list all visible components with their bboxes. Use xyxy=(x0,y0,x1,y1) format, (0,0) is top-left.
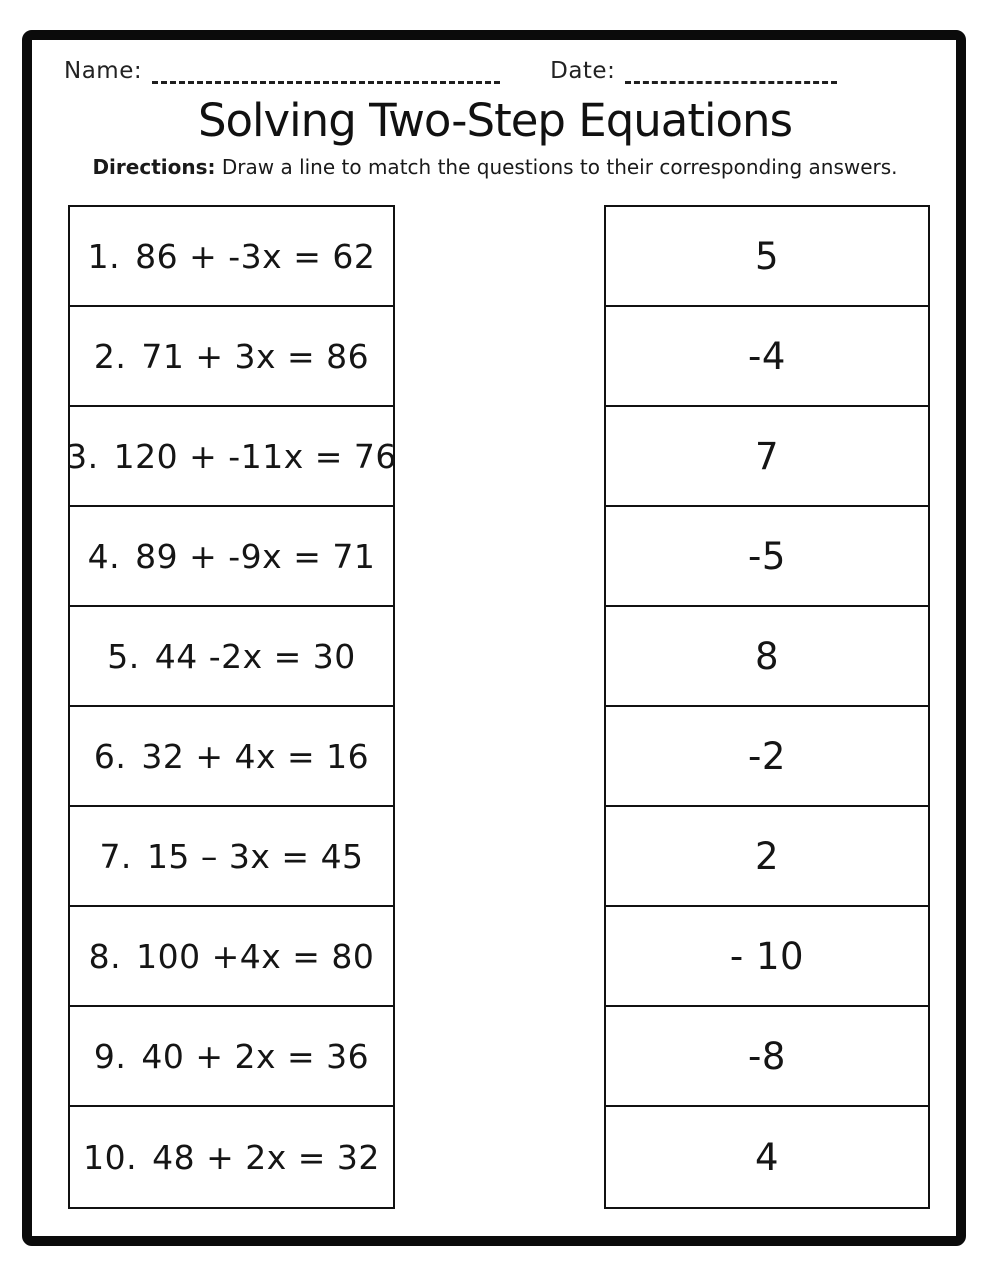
question-number: 7. xyxy=(99,836,132,876)
question-number: 9. xyxy=(93,1036,127,1076)
question-equation: 44 -2x = 30 xyxy=(154,636,356,676)
answer-row-1[interactable] xyxy=(606,207,928,307)
date-label: Date: xyxy=(550,58,616,84)
directions xyxy=(64,155,926,179)
question-equation: 100 +4x = 80 xyxy=(136,936,375,976)
name-date-row xyxy=(64,58,926,84)
answer-row-7[interactable] xyxy=(606,807,928,907)
answer-value: -4 xyxy=(748,334,786,378)
page-title: Solving Two-Step Equations xyxy=(197,94,793,147)
questions-column xyxy=(68,205,395,1209)
answer-value: 5 xyxy=(754,234,780,278)
answer-row-10[interactable] xyxy=(606,1107,928,1207)
directions-label: Directions: xyxy=(92,155,216,179)
question-row-9[interactable] xyxy=(70,1007,393,1107)
question-equation: 32 + 4x = 16 xyxy=(141,736,370,776)
answer-value: - 10 xyxy=(729,934,805,978)
question-number: 1. xyxy=(87,236,121,276)
question-equation: 40 + 2x = 36 xyxy=(141,1036,370,1076)
question-equation: 86 + -3x = 62 xyxy=(135,236,376,276)
answer-row-6[interactable] xyxy=(606,707,928,807)
answer-value: 8 xyxy=(754,634,780,678)
question-number: 2. xyxy=(93,336,127,376)
question-equation: 48 + 2x = 32 xyxy=(152,1137,380,1177)
date-input-line[interactable] xyxy=(625,61,837,84)
answer-value: -8 xyxy=(748,1034,786,1078)
answer-row-2[interactable] xyxy=(606,307,928,407)
question-row-7[interactable] xyxy=(70,807,393,907)
answer-row-8[interactable] xyxy=(606,907,928,1007)
matching-area xyxy=(32,205,956,1209)
question-row-1[interactable] xyxy=(70,207,393,307)
question-row-4[interactable] xyxy=(70,507,393,607)
answer-value: 2 xyxy=(754,834,780,878)
answer-value: -2 xyxy=(748,734,786,778)
name-input-line[interactable] xyxy=(152,61,500,84)
question-row-5[interactable] xyxy=(70,607,393,707)
worksheet-header xyxy=(32,40,956,179)
question-equation: 71 + 3x = 86 xyxy=(141,336,370,376)
answer-value: -5 xyxy=(748,534,786,578)
answer-row-4[interactable] xyxy=(606,507,928,607)
question-number: 8. xyxy=(88,936,122,976)
question-row-3[interactable] xyxy=(66,407,397,507)
answer-row-5[interactable] xyxy=(606,607,928,707)
page-border-frame xyxy=(22,30,966,1246)
question-row-8[interactable] xyxy=(70,907,393,1007)
question-row-6[interactable] xyxy=(70,707,393,807)
question-number: 3. xyxy=(66,436,99,476)
answer-value: 7 xyxy=(754,434,780,478)
question-number: 10. xyxy=(83,1137,138,1177)
question-equation: 15 – 3x = 45 xyxy=(146,836,364,876)
answers-column xyxy=(604,205,930,1209)
question-number: 4. xyxy=(87,536,121,576)
answer-row-3[interactable] xyxy=(606,407,928,507)
question-equation: 120 + -11x = 76 xyxy=(113,436,397,476)
question-equation: 89 + -9x = 71 xyxy=(135,536,376,576)
question-number: 6. xyxy=(93,736,127,776)
directions-text: Draw a line to match the questions to their corresponding answers. xyxy=(221,155,898,179)
name-label: Name: xyxy=(64,58,143,84)
answer-row-9[interactable] xyxy=(606,1007,928,1107)
question-row-2[interactable] xyxy=(70,307,393,407)
answer-value: 4 xyxy=(754,1135,780,1179)
question-number: 5. xyxy=(107,636,140,676)
question-row-10[interactable] xyxy=(70,1107,393,1207)
